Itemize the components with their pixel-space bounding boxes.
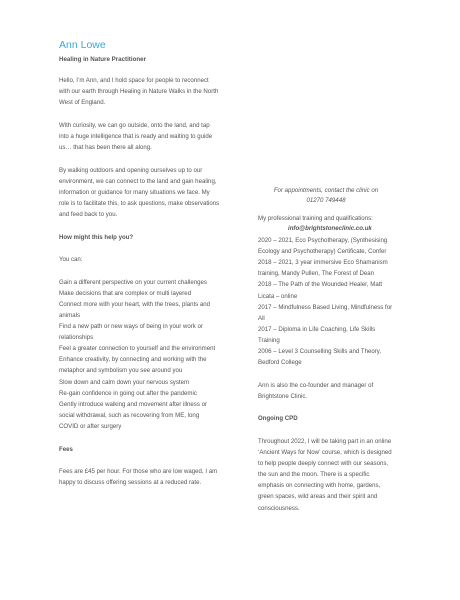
appointment-info <box>246 186 406 207</box>
intro-paragraph: Hello, I’m Ann, and I hold space for people to reconnect with our earth through Healing in Nature Walks in the North West of England. <box>59 77 219 107</box>
walking-paragraph: By walking outdoors and opening ourselves up to our environment, we can connect to the land and gain healing, information or guidance for many situations we face. My role is to facilitate this, to ask questions, make observations and feed back to you. <box>59 166 220 218</box>
list-item: Enhance creativity, by connecting and working with the <box>59 356 207 364</box>
right-column <box>258 213 428 514</box>
fees-paragraph: Fees are £45 per hour. For those who are low waged, I am happy to discuss offering sessions at a reduced rate. <box>59 468 218 487</box>
list-item: training, Mandy Pullen, The Forest of Dean <box>258 270 375 278</box>
list-item: Find a new path or new ways of being in your work or <box>59 323 203 331</box>
left-column <box>59 75 231 488</box>
list-item: Connect more with your heart, with the trees, plants and <box>59 300 211 308</box>
list-item: animals <box>59 312 80 319</box>
help-heading: How might this help you? <box>59 233 134 241</box>
list-item: 2006 – Level 3 Counselling Skills and Theory, <box>258 348 382 356</box>
cofounder-paragraph: Ann is also the co-founder and manager of Brightstone Clinic. <box>258 381 374 400</box>
benefits-list <box>59 277 231 432</box>
list-item: social withdrawal, such as recovering from ME, long <box>59 411 200 419</box>
list-item: metaphor and symbolism you see around you <box>59 367 183 375</box>
list-item: 2020 – 2021, Eco Psychotherapy, (Synthesising <box>258 237 388 245</box>
list-item: relationships <box>59 334 94 342</box>
fees-heading: Fees <box>59 445 73 453</box>
you-can-label: You can: <box>59 256 83 264</box>
list-item: Training <box>258 336 280 344</box>
practitioner-name: Ann Lowe <box>59 39 106 51</box>
list-item: Licata – online <box>258 292 298 300</box>
list-item: COVID or after surgery <box>59 422 122 430</box>
list-item: Gently introduce walking and movement after illness or <box>59 400 208 408</box>
list-item: Re-gain confidence in going out after the pandemic <box>59 389 197 397</box>
list-item: 2017 – Diploma in Life Coaching, Life Skills <box>258 325 376 333</box>
appointment-line: For appointments, contact the clinic on <box>273 187 379 194</box>
clinic-phone: 01270 749448 <box>306 197 346 205</box>
list-item: Feel a greater connection to yourself and the environment <box>59 345 216 353</box>
list-item: Ecology and Psychotherapy) Certificate, Confer <box>258 248 387 256</box>
list-item: 2017 – Mindfulness Based Living, Mindfulness for <box>258 303 393 311</box>
list-item: Bedford College <box>258 359 302 367</box>
list-item: 2018 – The Path of the Wounded Healer, Matt <box>258 281 383 289</box>
list-item: Gain a different perspective on your current challenges <box>59 278 207 286</box>
list-item: Make decisions that are complex or multi layered <box>59 289 192 297</box>
practitioner-role: Healing in Nature Practitioner <box>59 56 146 63</box>
training-list <box>258 235 428 368</box>
clinic-email[interactable]: info@brightstoneclinic.co.uk <box>288 225 372 232</box>
list-item: Slow down and calm down your nervous system <box>59 378 190 386</box>
cpd-heading: Ongoing CPD <box>258 415 298 423</box>
list-item: 2018 – 2021, 3 year immersive Eco Shamanism <box>258 259 388 267</box>
training-intro: My professional training and qualifications: <box>258 215 373 222</box>
curiosity-paragraph: With curiosity, we can go outside, onto the land, and tap into a huge intelligence that is ready and waiting to guide us… that has been there all along. <box>59 121 213 151</box>
list-item: All <box>258 314 265 322</box>
cpd-paragraph: Throughout 2022, I will be taking part in an online ‘Ancient Ways for Now’ course, which is designed to help people deeply connect with our seasons, the sun and the moon. There is a specific emphasis on connecting with home, gardens, green spaces, wild areas and their spirit and consciousness. <box>258 438 392 512</box>
